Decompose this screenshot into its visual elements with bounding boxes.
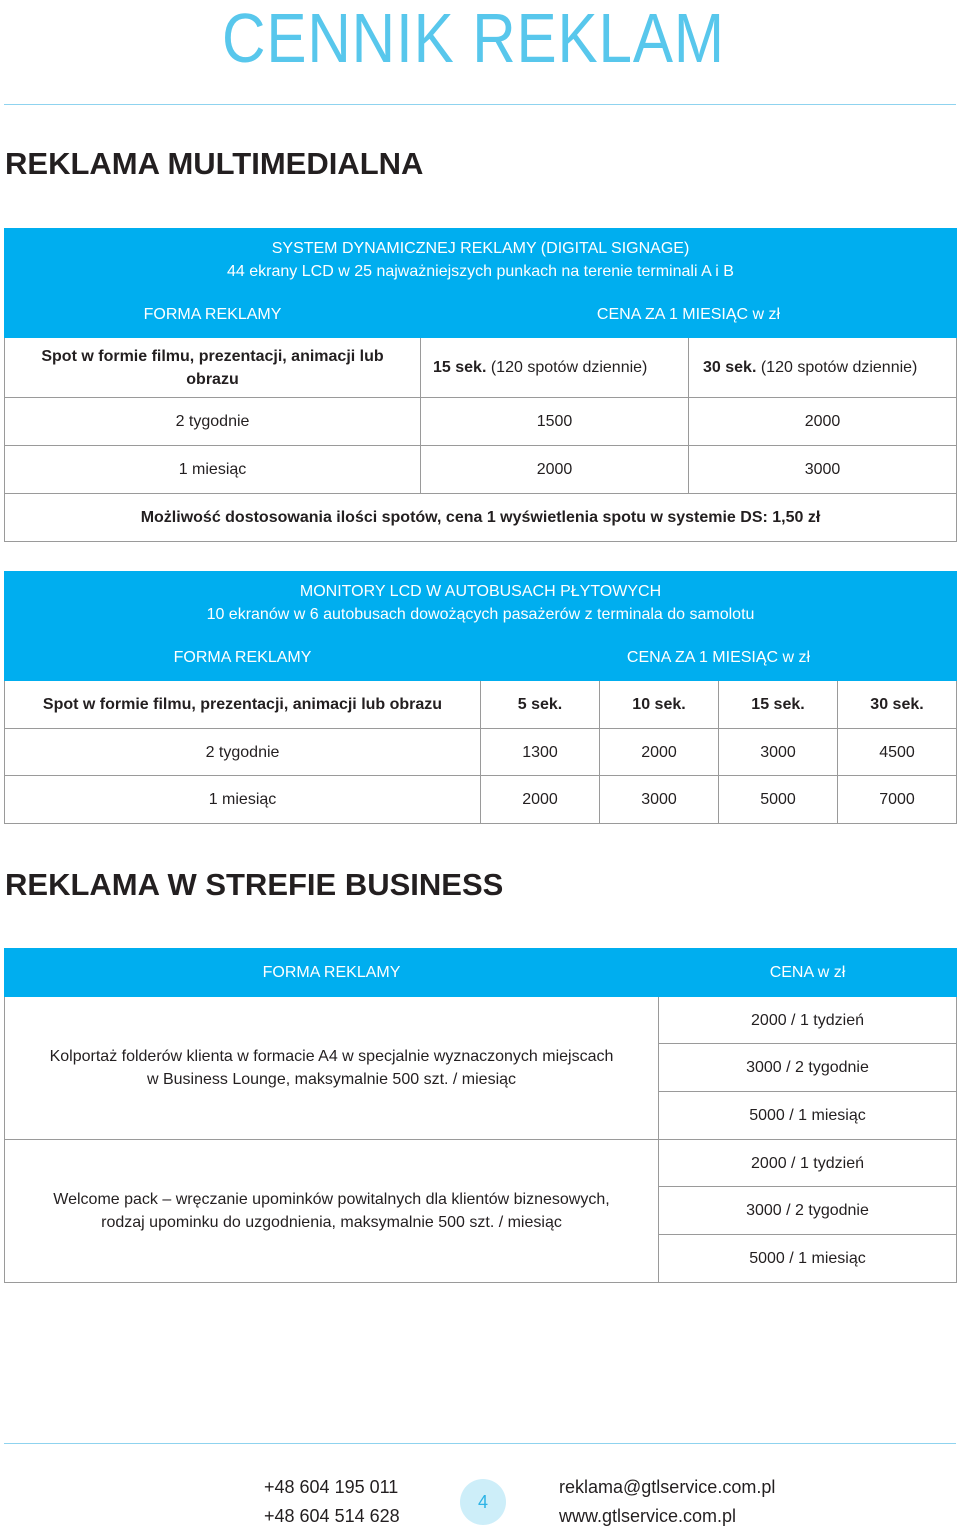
section-title-business: REKLAMA W STREFIE BUSINESS [5,867,504,902]
table-row [5,729,957,776]
period-cell: 1 miesiąc [5,776,481,824]
business-zone-table [4,948,957,1283]
column-header-form: FORMA REKLAMY [5,949,659,997]
business-item-line: rodzaj upominku do uzgodnienia, maksymalnie 500 szt. / miesiąc [101,1214,562,1231]
price-cell: 2000 [421,446,689,494]
bus-monitors-title: MONITORY LCD W AUTOBUSACH PŁYTOWYCH [299,582,662,600]
price-cell: 5000 / 1 miesiąc [659,1092,957,1140]
digital-signage-header [5,229,957,291]
column-header-form: FORMA REKLAMY [5,634,481,681]
digital-signage-table [4,228,957,542]
period-cell: 2 tygodnie [5,398,421,446]
price-cell: 5000 / 1 miesiąc [659,1235,957,1283]
bus-monitors-subtitle: 10 ekranów w 6 autobusach dowożących pasażerów z terminala do samolotu [206,605,755,623]
spot-label: Spot w formie filmu, prezentacji, animacji lub obrazu [5,681,481,729]
table-row [5,446,957,494]
spot-duration-15 [421,338,689,398]
digital-signage-title: SYSTEM DYNAMICZNEJ REKLAMY (DIGITAL SIGNAGE) [271,239,690,257]
footer-phone-1: +48 604 195 011 [264,1477,399,1497]
column-header-price: CENA ZA 1 MIESIĄC w zł [481,634,957,681]
business-item-description [5,997,659,1140]
price-cell: 3000 [689,446,957,494]
price-cell: 3000 / 2 tygodnie [659,1044,957,1092]
price-cell: 2000 / 1 tydzień [659,997,957,1044]
footer-phone-2: +48 604 514 628 [264,1506,400,1526]
price-cell: 2000 [689,398,957,446]
duration-15-label: 15 sek. [433,359,487,376]
price-cell: 3000 / 2 tygodnie [659,1187,957,1235]
price-cell: 3000 [719,729,838,776]
footer-website: www.gtlservice.com.pl [559,1506,737,1526]
price-cell: 3000 [600,776,719,824]
footer-divider [4,1443,956,1444]
title-divider [4,104,956,105]
price-cell: 4500 [838,729,957,776]
duration-cell: 10 sek. [600,681,719,729]
business-item-description [5,1140,659,1283]
business-item-line: Kolportaż folderów klienta w formacie A4 w specjalnie wyznaczonych miejscach [49,1048,614,1065]
price-cell: 2000 [600,729,719,776]
table-row [5,398,957,446]
duration-cell: 30 sek. [838,681,957,729]
price-cell: 1300 [481,729,600,776]
price-cell: 1500 [421,398,689,446]
column-header-price: CENA ZA 1 MIESIĄC w zł [421,291,957,338]
spot-price-note: Możliwość dostosowania ilości spotów, cena 1 wyświetlenia spotu w systemie DS: 1,50 zł [5,494,957,542]
price-cell: 5000 [719,776,838,824]
footer-email: reklama@gtlservice.com.pl [559,1477,776,1497]
duration-30-frequency: (120 spotów dziennie) [760,359,918,376]
duration-15-frequency: (120 spotów dziennie) [490,359,648,376]
duration-cell: 5 sek. [481,681,600,729]
period-cell: 1 miesiąc [5,446,421,494]
bus-monitors-table [4,571,957,824]
spot-duration-30 [689,338,957,398]
business-item-line: w Business Lounge, maksymalnie 500 szt. / miesiąc [146,1071,517,1088]
business-item-line: Welcome pack – wręczanie upominków powitalnych dla klientów biznesowych, [53,1191,610,1208]
price-cell: 2000 [481,776,600,824]
period-cell: 2 tygodnie [5,729,481,776]
table-row [5,776,957,824]
column-header-price: CENA w zł [659,949,957,997]
page-number: 4 [460,1479,506,1525]
price-cell: 7000 [838,776,957,824]
duration-30-label: 30 sek. [703,359,757,376]
section-title-multimedia: REKLAMA MULTIMEDIALNA [5,146,424,181]
spot-label: Spot w formie filmu, prezentacji, animacji lub obrazu [5,338,421,398]
digital-signage-subtitle: 44 ekrany LCD w 25 najważniejszych punkach na terenie terminali A i B [227,262,734,280]
duration-cell: 15 sek. [719,681,838,729]
column-header-form: FORMA REKLAMY [5,291,421,338]
page-title: CENNIK REKLAM [222,0,725,77]
bus-monitors-header [5,572,957,634]
price-cell: 2000 / 1 tydzień [659,1140,957,1187]
